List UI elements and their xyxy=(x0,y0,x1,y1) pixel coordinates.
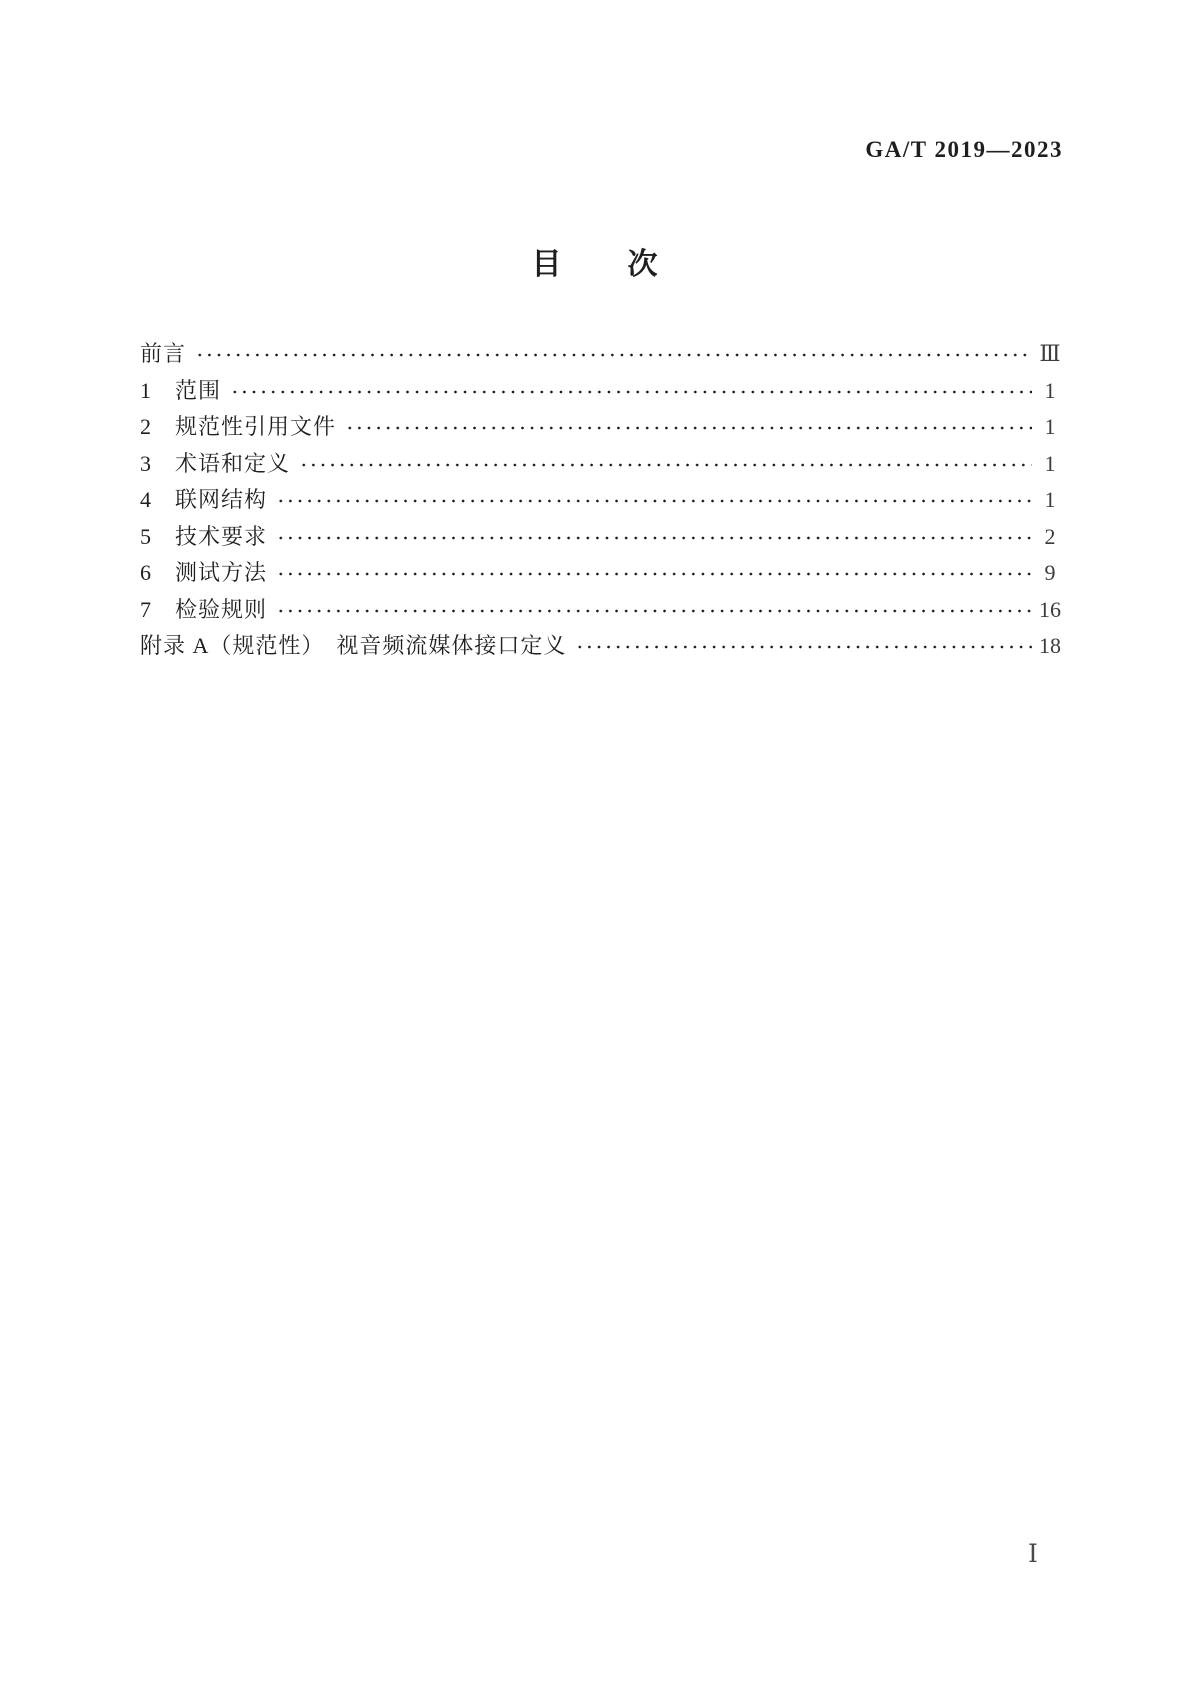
toc-entry-label: 5 技术要求 xyxy=(140,523,268,549)
toc-entry-label: 1 范围 xyxy=(140,377,222,403)
toc-entry-page: 1 xyxy=(1044,487,1056,512)
toc-entry-label: 4 联网结构 xyxy=(140,487,268,512)
toc-entry-page: 18 xyxy=(1039,633,1061,658)
toc-entry-page: 16 xyxy=(1039,596,1061,622)
toc-title: 目 次 xyxy=(531,248,660,281)
toc-entry-page: 1 xyxy=(1044,414,1056,439)
dot-leader xyxy=(276,491,1032,511)
dot-leader xyxy=(276,528,1032,548)
toc-entry xyxy=(140,592,1063,629)
toc-entry-label: 前言 xyxy=(140,341,187,366)
dot-leader xyxy=(299,455,1032,475)
toc-entry-label: 6 测试方法 xyxy=(140,560,268,585)
standard-number: GA/T 2019—2023 xyxy=(865,137,1063,162)
toc-entry-label: 3 术语和定义 xyxy=(140,450,291,476)
toc-entry xyxy=(140,373,1063,410)
toc-entry-label: 附录 A（规范性） 视音频流媒体接口定义 xyxy=(140,633,567,658)
dot-leader xyxy=(230,382,1032,402)
toc-entry xyxy=(140,446,1063,483)
toc-entry-page: Ⅲ xyxy=(1039,341,1061,366)
toc-entry xyxy=(140,482,1063,519)
toc-entry-page: 2 xyxy=(1044,523,1056,549)
dot-leader xyxy=(276,564,1032,584)
toc-entry xyxy=(140,409,1063,446)
toc-entry-page: 9 xyxy=(1044,560,1056,585)
dot-leader xyxy=(345,418,1032,438)
toc-entry-label: 2 规范性引用文件 xyxy=(140,414,337,439)
dot-leader xyxy=(575,637,1032,657)
toc-entry-page: 1 xyxy=(1044,377,1056,403)
toc-entry xyxy=(140,628,1063,665)
toc-entry xyxy=(140,555,1063,592)
toc-entry xyxy=(140,519,1063,556)
dot-leader xyxy=(276,601,1032,621)
toc-entry-page: 1 xyxy=(1044,450,1056,476)
toc-list xyxy=(140,336,1063,665)
dot-leader xyxy=(195,345,1032,365)
toc-entry xyxy=(140,336,1063,373)
toc-entry-label: 7 检验规则 xyxy=(140,596,268,622)
page-number: Ⅰ xyxy=(1028,1541,1038,1568)
